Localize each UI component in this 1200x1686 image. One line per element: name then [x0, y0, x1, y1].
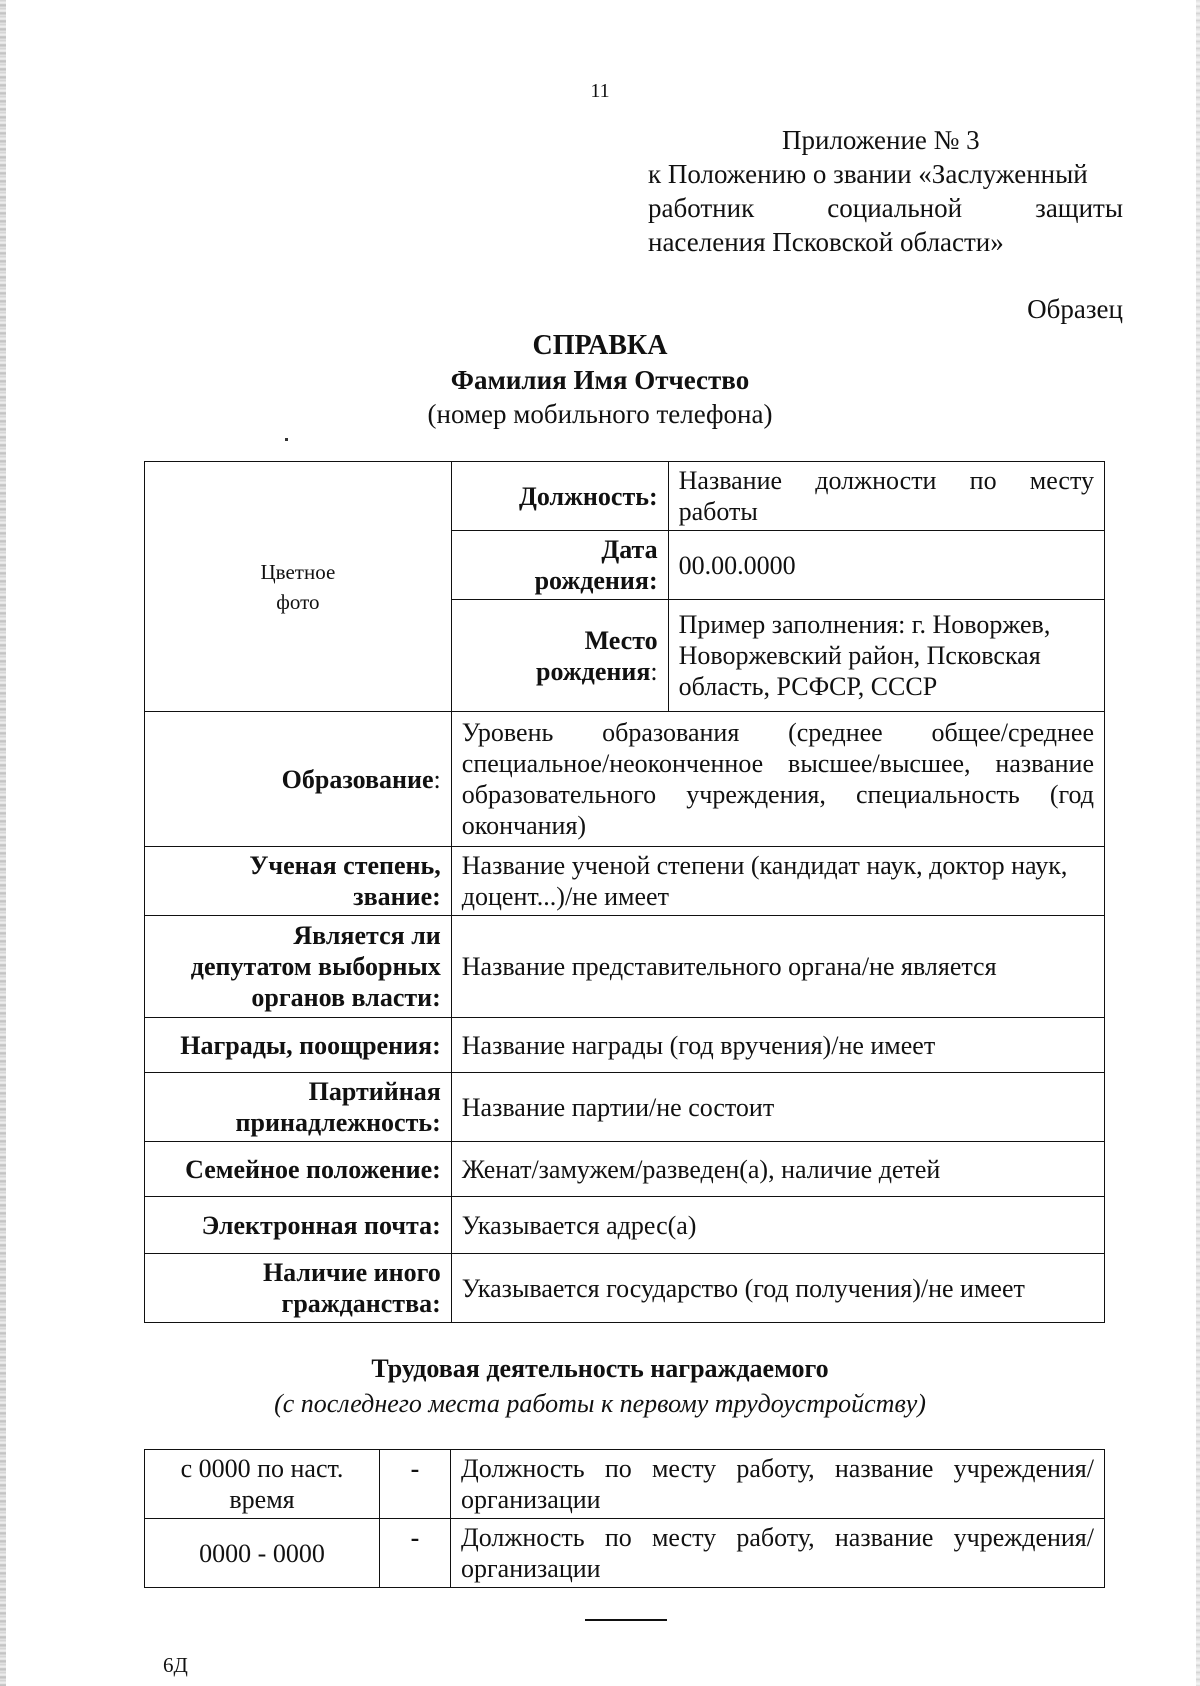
label-line: Образование [281, 764, 434, 794]
work-table [144, 1449, 1105, 1588]
page-number: 11 [590, 80, 610, 102]
education-value: Уровень образования (среднее общее/среднее специальное/неоконченное высшее/высшее, название образовательного учреждения, специальность (год окончания) [451, 712, 1104, 847]
work-description: Должность по месту работу, название учреждения/организации [451, 1519, 1105, 1588]
scan-speck [285, 438, 288, 441]
label-line: рождения: [534, 566, 658, 595]
label-line: звание: [353, 882, 441, 911]
label-line: Ученая степень, [249, 851, 441, 880]
citizenship-value: Указывается государство (год получения)/не имеет [451, 1254, 1104, 1323]
work-period: с 0000 по наст. время [145, 1450, 380, 1519]
label-line: принадлежность: [235, 1108, 441, 1137]
table-row [145, 1197, 1105, 1254]
label-line: органов власти: [251, 983, 441, 1012]
photo-placeholder [145, 462, 452, 712]
appendix-line: к Положению о звании «Заслуженный [648, 159, 1088, 189]
degree-value: Название ученой степени (кандидат наук, доктор наук, доцент...)/не имеет [451, 847, 1104, 916]
info-table [144, 461, 1105, 1323]
label-line: депутатом выборных [190, 952, 441, 981]
family-value: Женат/замужем/разведен(а), наличие детей [451, 1142, 1104, 1197]
scan-edge-left [0, 0, 6, 1686]
email-value: Указывается адрес(а) [451, 1197, 1104, 1254]
table-row [145, 1142, 1105, 1197]
work-period: 0000 - 0000 [145, 1519, 380, 1588]
birth-place-label [451, 600, 668, 712]
table-row [145, 462, 1105, 531]
table-row [145, 712, 1105, 847]
bottom-rule [585, 1619, 667, 1621]
position-value: Название должности по месту работы [668, 462, 1104, 531]
party-value: Название партии/не состоит [451, 1073, 1104, 1142]
scan-edge-right [1196, 0, 1200, 1686]
table-row [145, 1073, 1105, 1142]
awards-value: Название награды (год вручения)/не имеет [451, 1018, 1104, 1073]
birth-date-label [451, 531, 668, 600]
phone-placeholder: (номер мобильного телефона) [427, 399, 773, 429]
work-dash: - [380, 1519, 451, 1588]
label-line: Дата [601, 535, 658, 564]
photo-label: Цветное [260, 559, 336, 584]
email-label: Электронная почта: [145, 1197, 452, 1254]
label-colon: : [433, 764, 441, 794]
party-label [145, 1073, 452, 1142]
table-row [145, 916, 1105, 1018]
title-block [0, 329, 1200, 431]
photo-label: фото [276, 589, 320, 614]
appendix-title: Приложение № 3 [782, 125, 980, 155]
table-row [145, 847, 1105, 916]
label-line: Наличие иного [262, 1258, 441, 1287]
birth-date-value: 00.00.0000 [668, 531, 1104, 600]
work-dash: - [380, 1450, 451, 1519]
degree-label [145, 847, 452, 916]
table-row [145, 1018, 1105, 1073]
table-row [145, 1450, 1105, 1519]
label-line: гражданства: [281, 1289, 441, 1318]
label-line: Партийная [308, 1077, 441, 1106]
label-colon: : [650, 656, 658, 686]
work-section-title: Трудовая деятельность награждаемого [371, 1354, 829, 1383]
position-label: Должность: [451, 462, 668, 531]
label-line: Является ли [293, 921, 441, 950]
deputy-value: Название представительного органа/не является [451, 916, 1104, 1018]
label-line: Место [584, 625, 658, 655]
label-line: рождения [536, 656, 651, 686]
awards-label: Награды, поощрения: [145, 1018, 452, 1073]
sample-label: Образец [1027, 294, 1123, 324]
appendix-line: населения Псковской области» [648, 227, 1004, 257]
appendix-block [648, 123, 1123, 259]
education-label [145, 712, 452, 847]
family-label: Семейное положение: [145, 1142, 452, 1197]
citizenship-label [145, 1254, 452, 1323]
birth-place-value: Пример заполнения: г. Новоржев, Новоржевский район, Псковская область, РСФСР, СССР [668, 600, 1104, 712]
person-name: Фамилия Имя Отчество [450, 365, 750, 395]
document-title: СПРАВКА [532, 330, 668, 361]
footer-code: 6Д [163, 1653, 188, 1677]
deputy-label [145, 916, 452, 1018]
work-section-subtitle: (с последнего места работы к первому трудоустройству) [274, 1389, 926, 1418]
table-row [145, 1519, 1105, 1588]
work-description: Должность по месту работу, название учреждения/организации [451, 1450, 1105, 1519]
appendix-line: работник социальной защиты [648, 193, 1123, 223]
table-row [145, 1254, 1105, 1323]
